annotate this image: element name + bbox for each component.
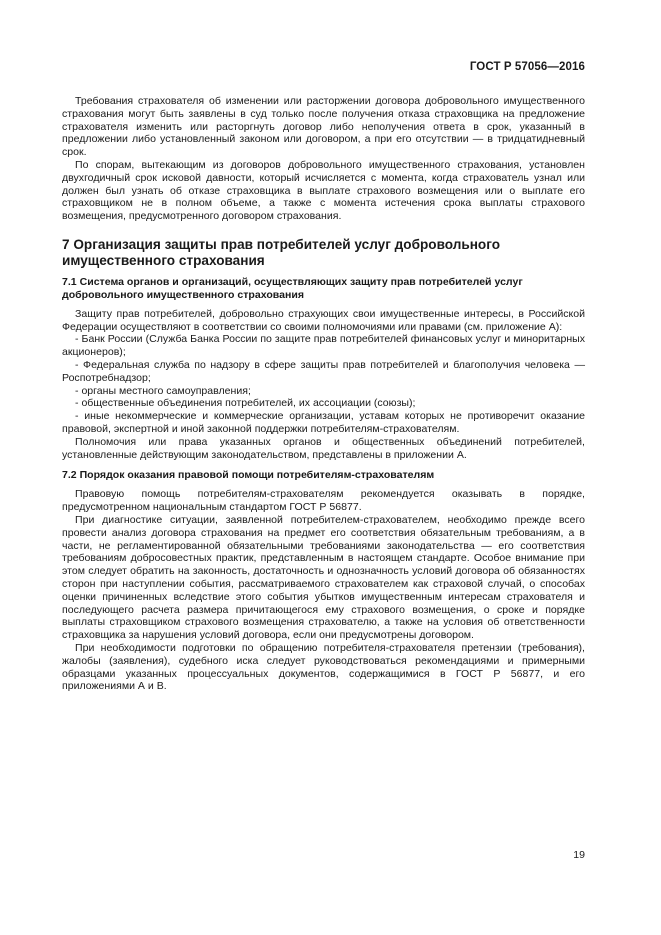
intro-paragraph-1: Требования страхователя об изменении или расторжении договора добровольного имущественного страхования могут быть заявлены в суд только после получения отказа страховщика на предложение страхователя изменить или расторгнуть договор либо неполучения ответа в срок, указанный в предложении либо установленный законом или договором, а при его отсутствии — в тридцатидневный срок. bbox=[62, 95, 585, 159]
list-item: - Банк России (Служба Банка России по защите прав потребителей финансовых услуг и миноритарных акционеров); bbox=[62, 333, 585, 359]
subsection-7-1-heading-line-2: добровольного имущественного страхования bbox=[62, 288, 304, 301]
page-number: 19 bbox=[573, 849, 585, 861]
subsection-7-1-paragraph-2: Полномочия или права указанных органов и общественных объединений потребителей, установленные действующим законодательством, представлены в приложении А. bbox=[62, 435, 585, 461]
organizations-list bbox=[62, 333, 585, 435]
subsection-7-2-paragraph-1: Правовую помощь потребителям-страхователям рекомендуется оказывать в порядке, предусмотренном национальным стандартом ГОСТ Р 56877. bbox=[62, 488, 585, 514]
subsection-7-2-heading: 7.2 Порядок оказания правовой помощи потребителям-страхователям bbox=[62, 469, 435, 482]
list-item: - Федеральная служба по надзору в сфере защиты прав потребителей и благополучия человека — Роспотребнадзор; bbox=[62, 358, 585, 384]
subsection-7-1-heading-line-1: 7.1 Система органов и организаций, осуществляющих защиту прав потребителей услуг bbox=[62, 275, 523, 288]
section-7-heading-line-2: имущественного страхования bbox=[62, 253, 265, 269]
section-7-heading bbox=[62, 237, 585, 270]
subsection-7-2-paragraph-3: При необходимости подготовки по обращению потребителя-страхователя претензии (требования), жалобы (заявления), судебного иска следует руководствоваться рекомендациями и примерными образцами указанных процессуальных документов, содержащимися в ГОСТ Р 56877, и его приложениями А и В. bbox=[62, 641, 585, 693]
list-item: - общественные объединения потребителей, их ассоциации (союзы); bbox=[75, 397, 416, 410]
subsection-7-2-paragraph-2: При диагностике ситуации, заявленной потребителем-страхователем, необходимо прежде всего провести анализ договора страхования на предмет его соответствия обязательным требованиям, а в части, не регламентированной обязательными требованиями законодательства — его соответствия требованиям добросовестных практик, представленным в настоящем стандарте. Особое внимание при этом следует обратить на законность, достаточность и однозначность условий договора об обязанностях сторон при наступлении события, рассматриваемого страхователем как страховой случай, о способах оценки причиненных вследствие этого события убытков имущественным интересам страхователя и последующего расчета размера причитающегося ему страхового возмещения, о сроке и порядке выплаты страховщиком страхового возмещения страхователю, а также на условия об ответственности страховщика за нарушения условий договора, если они предусмотрены договором. bbox=[62, 513, 585, 642]
list-item: - органы местного самоуправления; bbox=[75, 384, 251, 397]
intro-paragraph-2: По спорам, вытекающим из договоров добровольного имущественного страхования, установлен двухгодичный срок исковой давности, который исчисляется с момента, когда страхователь узнал или должен был узнать об отказе страховщика в выплате страхового возмещения или о выплате его страховщиком не в полном объеме, а также с момента истечения срока выплаты страхового возмещения, предусмотренного договором страхования. bbox=[62, 158, 585, 223]
section-7-heading-line-1: 7 Организация защиты прав потребителей услуг добровольного bbox=[62, 236, 501, 252]
list-item: - иные некоммерческие и коммерческие организации, уставам которых не противоречит оказание правовой, экспертной и иной законной поддержки потребителям-страхователям. bbox=[62, 410, 585, 435]
page-content bbox=[62, 95, 585, 693]
document-id-header: ГОСТ Р 57056—2016 bbox=[469, 61, 585, 73]
subsection-7-1-heading bbox=[62, 276, 585, 302]
subsection-7-1-paragraph-1: Защиту прав потребителей, добровольно страхующих свои имущественные интересы, в Российской Федерации осуществляют в соответствии со своими полномочиями или правами (см. приложение А): bbox=[62, 307, 585, 333]
